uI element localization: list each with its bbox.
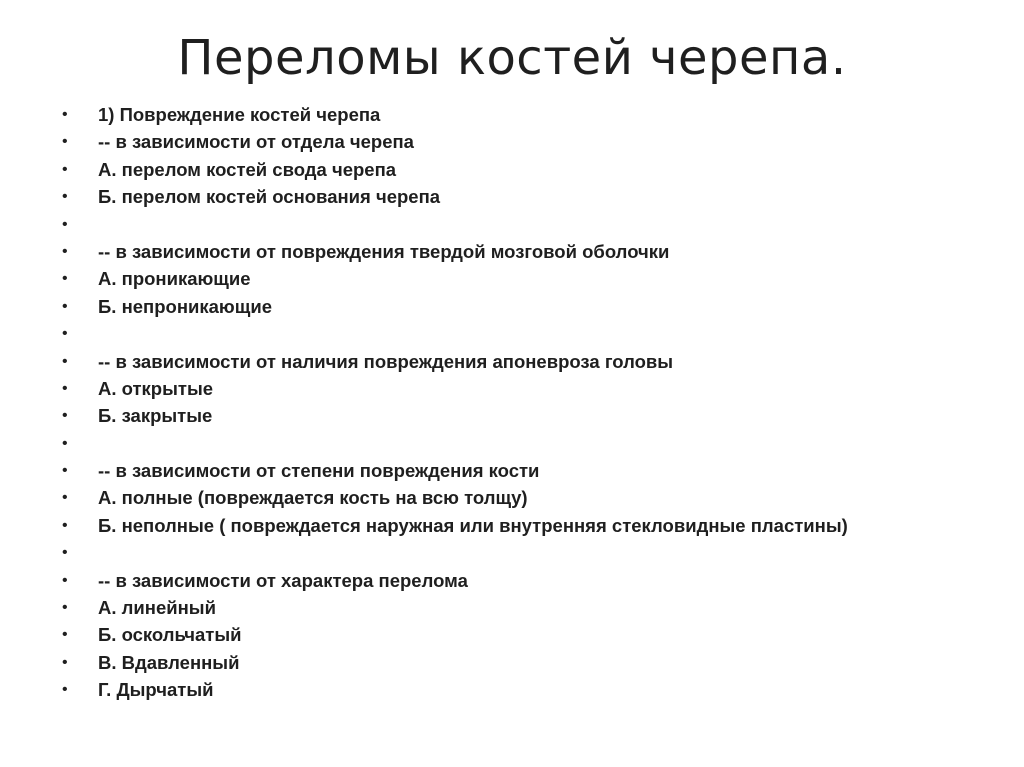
bullet-item xyxy=(56,375,848,402)
bullet-icon: • xyxy=(62,681,68,699)
bullet-item xyxy=(56,621,848,648)
bullet-item xyxy=(56,457,848,484)
bullet-icon: • xyxy=(62,489,68,507)
bullet-text: -- в зависимости от повреждения твердой мозговой оболочки xyxy=(98,240,670,262)
bullet-icon: • xyxy=(62,571,68,589)
bullet-text: -- в зависимости от степени повреждения кости xyxy=(98,460,540,482)
bullet-text: Г. Дырчатый xyxy=(98,679,214,701)
bullet-item xyxy=(56,402,848,429)
bullet-item xyxy=(56,293,848,320)
bullet-text: Б. закрытые xyxy=(98,405,213,427)
bullet-icon: • xyxy=(62,188,68,206)
bullet-text: Б. непроникающие xyxy=(98,295,272,317)
bullet-item xyxy=(56,676,848,703)
bullet-icon: • xyxy=(62,352,68,370)
bullet-text: Б. неполные ( повреждается наружная или внутренняя стекловидные пластины) xyxy=(98,514,848,536)
bullet-icon: • xyxy=(62,407,68,425)
bullet-item-empty xyxy=(56,211,848,238)
bullet-text: А. проникающие xyxy=(98,268,251,290)
bullet-icon: • xyxy=(62,160,68,178)
bullet-item xyxy=(56,183,848,210)
bullet-list xyxy=(56,101,848,704)
bullet-text: А. полные (повреждается кость на всю толщу) xyxy=(98,487,528,509)
bullet-item xyxy=(56,567,848,594)
bullet-icon: • xyxy=(62,379,68,397)
bullet-item xyxy=(56,265,848,292)
bullet-text: А. открытые xyxy=(98,377,214,399)
bullet-item xyxy=(56,238,848,265)
bullet-icon: • xyxy=(62,215,68,233)
bullet-text: Б. оскольчатый xyxy=(98,624,242,646)
bullet-item xyxy=(56,156,848,183)
bullet-text: 1) Повреждение костей черепа xyxy=(98,104,381,125)
bullet-text: А. перелом костей свода черепа xyxy=(98,158,397,180)
bullet-text: Б. перелом костей основания черепа xyxy=(98,186,441,208)
bullet-item xyxy=(56,649,848,676)
bullet-icon: • xyxy=(62,297,68,315)
bullet-icon: • xyxy=(62,325,68,343)
bullet-icon: • xyxy=(62,242,68,260)
bullet-icon: • xyxy=(62,544,68,562)
bullet-item xyxy=(56,348,848,375)
bullet-text: В. Вдавленный xyxy=(98,651,240,673)
bullet-icon: • xyxy=(62,270,68,288)
bullet-icon: • xyxy=(62,133,68,151)
bullet-item xyxy=(56,128,848,155)
bullet-item xyxy=(56,594,848,621)
bullet-icon: • xyxy=(62,516,68,534)
bullet-icon: • xyxy=(62,106,68,123)
bullet-item xyxy=(56,484,848,511)
bullet-text: -- в зависимости от характера перелома xyxy=(98,569,468,591)
bullet-item xyxy=(56,101,848,128)
bullet-text: -- в зависимости от отдела черепа xyxy=(98,131,414,153)
bullet-item-empty xyxy=(56,320,848,347)
bullet-item-empty xyxy=(56,430,848,457)
slide-title: Переломы костей черепа. xyxy=(177,30,847,86)
bullet-icon: • xyxy=(62,653,68,671)
bullet-item-empty xyxy=(56,539,848,566)
bullet-icon: • xyxy=(62,434,68,452)
bullet-icon: • xyxy=(62,626,68,644)
bullet-text: А. линейный xyxy=(98,597,216,619)
bullet-icon: • xyxy=(62,462,68,480)
bullet-icon: • xyxy=(62,599,68,617)
bullet-item xyxy=(56,512,848,539)
bullet-text: -- в зависимости от наличия повреждения апоневроза головы xyxy=(98,350,674,372)
